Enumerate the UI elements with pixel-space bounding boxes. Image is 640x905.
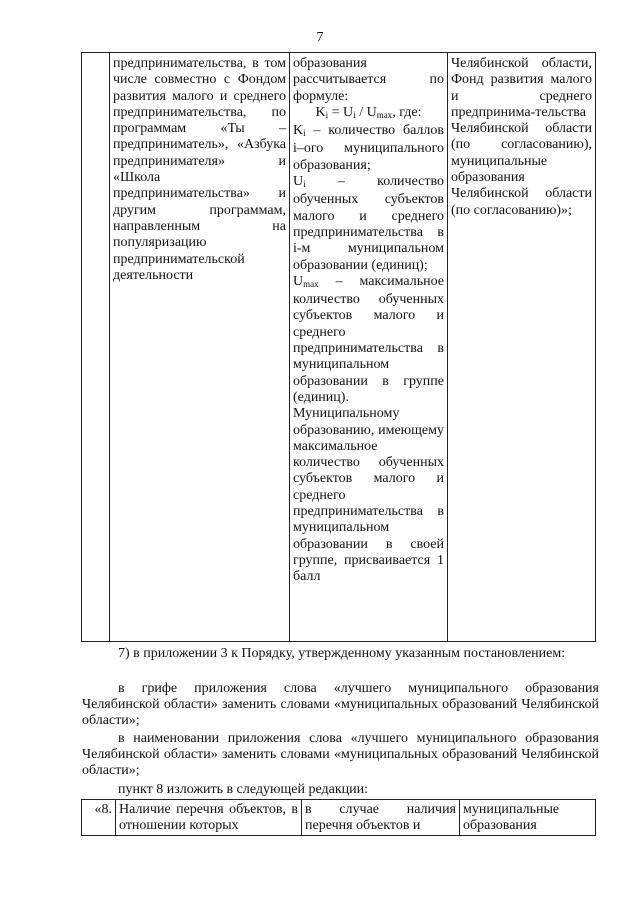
- scoring-rule: Муниципальному образованию, имеющему максимальное количество обученных субъектов малого и среднего предпринимательства в муниципальном образовании в своей группе, присваивается 1 балл: [293, 406, 444, 585]
- definition-u: $U_i$ – количество обученных субъектов малого и среднего предпринимательства в i-м муниципальном образовании (единиц);: [293, 174, 444, 273]
- paragraph-7: 7) в приложении 3 к Порядку, утвержденному указанным постановлением:: [118, 646, 566, 661]
- item-number: «8.: [82, 800, 116, 836]
- definition-k: $K_i$ – количество баллов i–ого муниципального образования;: [293, 123, 444, 173]
- responsible-cell: Челябинской области, Фонд развития малого и среднего предпринима-тельства Челябинской области (по согласованию), муниципальные образования Челябинской области (по согласованию)»;: [448, 53, 596, 642]
- item-method: в случае наличия перечня объектов и: [302, 800, 460, 836]
- page-number: 7: [316, 30, 324, 45]
- formula-intro: образования рассчитывается по формуле:: [293, 56, 444, 104]
- criterion-cell: предпринимательства, в том числе совместно с Фондом развития малого и среднего предпринимательства, по программам «Ты – предприниматель», «Азбука предпринимателя» и «Школа предпринимательства» и другим программам, направленным на популяризацию предпринимательской деятельности: [110, 53, 290, 642]
- paragraph-grif: в грифе приложения слова «лучшего муниципального образования Челябинской области» заменить словами «муниципальных образований Челябинской области»;: [82, 681, 599, 728]
- definition-umax: $U_{max}$ – максимальное количество обученных субъектов малого и среднего предпринимательства в муниципальном образовании в группе (единиц).: [293, 273, 444, 405]
- calculation-method-cell: [290, 53, 448, 642]
- criteria-table-continued: [81, 52, 596, 642]
- item-responsible: муниципальные образования: [460, 800, 596, 836]
- point-8-table: [81, 799, 596, 836]
- item-criterion: Наличие перечня объектов, в отношении которых: [116, 800, 302, 836]
- paragraph-name: в наименовании приложения слова «лучшего муниципального образования Челябинской области» заменить словами «муниципальных образований Челябинской области»;: [82, 731, 599, 778]
- row-number-cell: [82, 53, 110, 642]
- paragraph-point-8: пункт 8 изложить в следующей редакции:: [118, 782, 368, 797]
- formula: $K_i = U_i / U_{max}$, где:: [315, 104, 422, 120]
